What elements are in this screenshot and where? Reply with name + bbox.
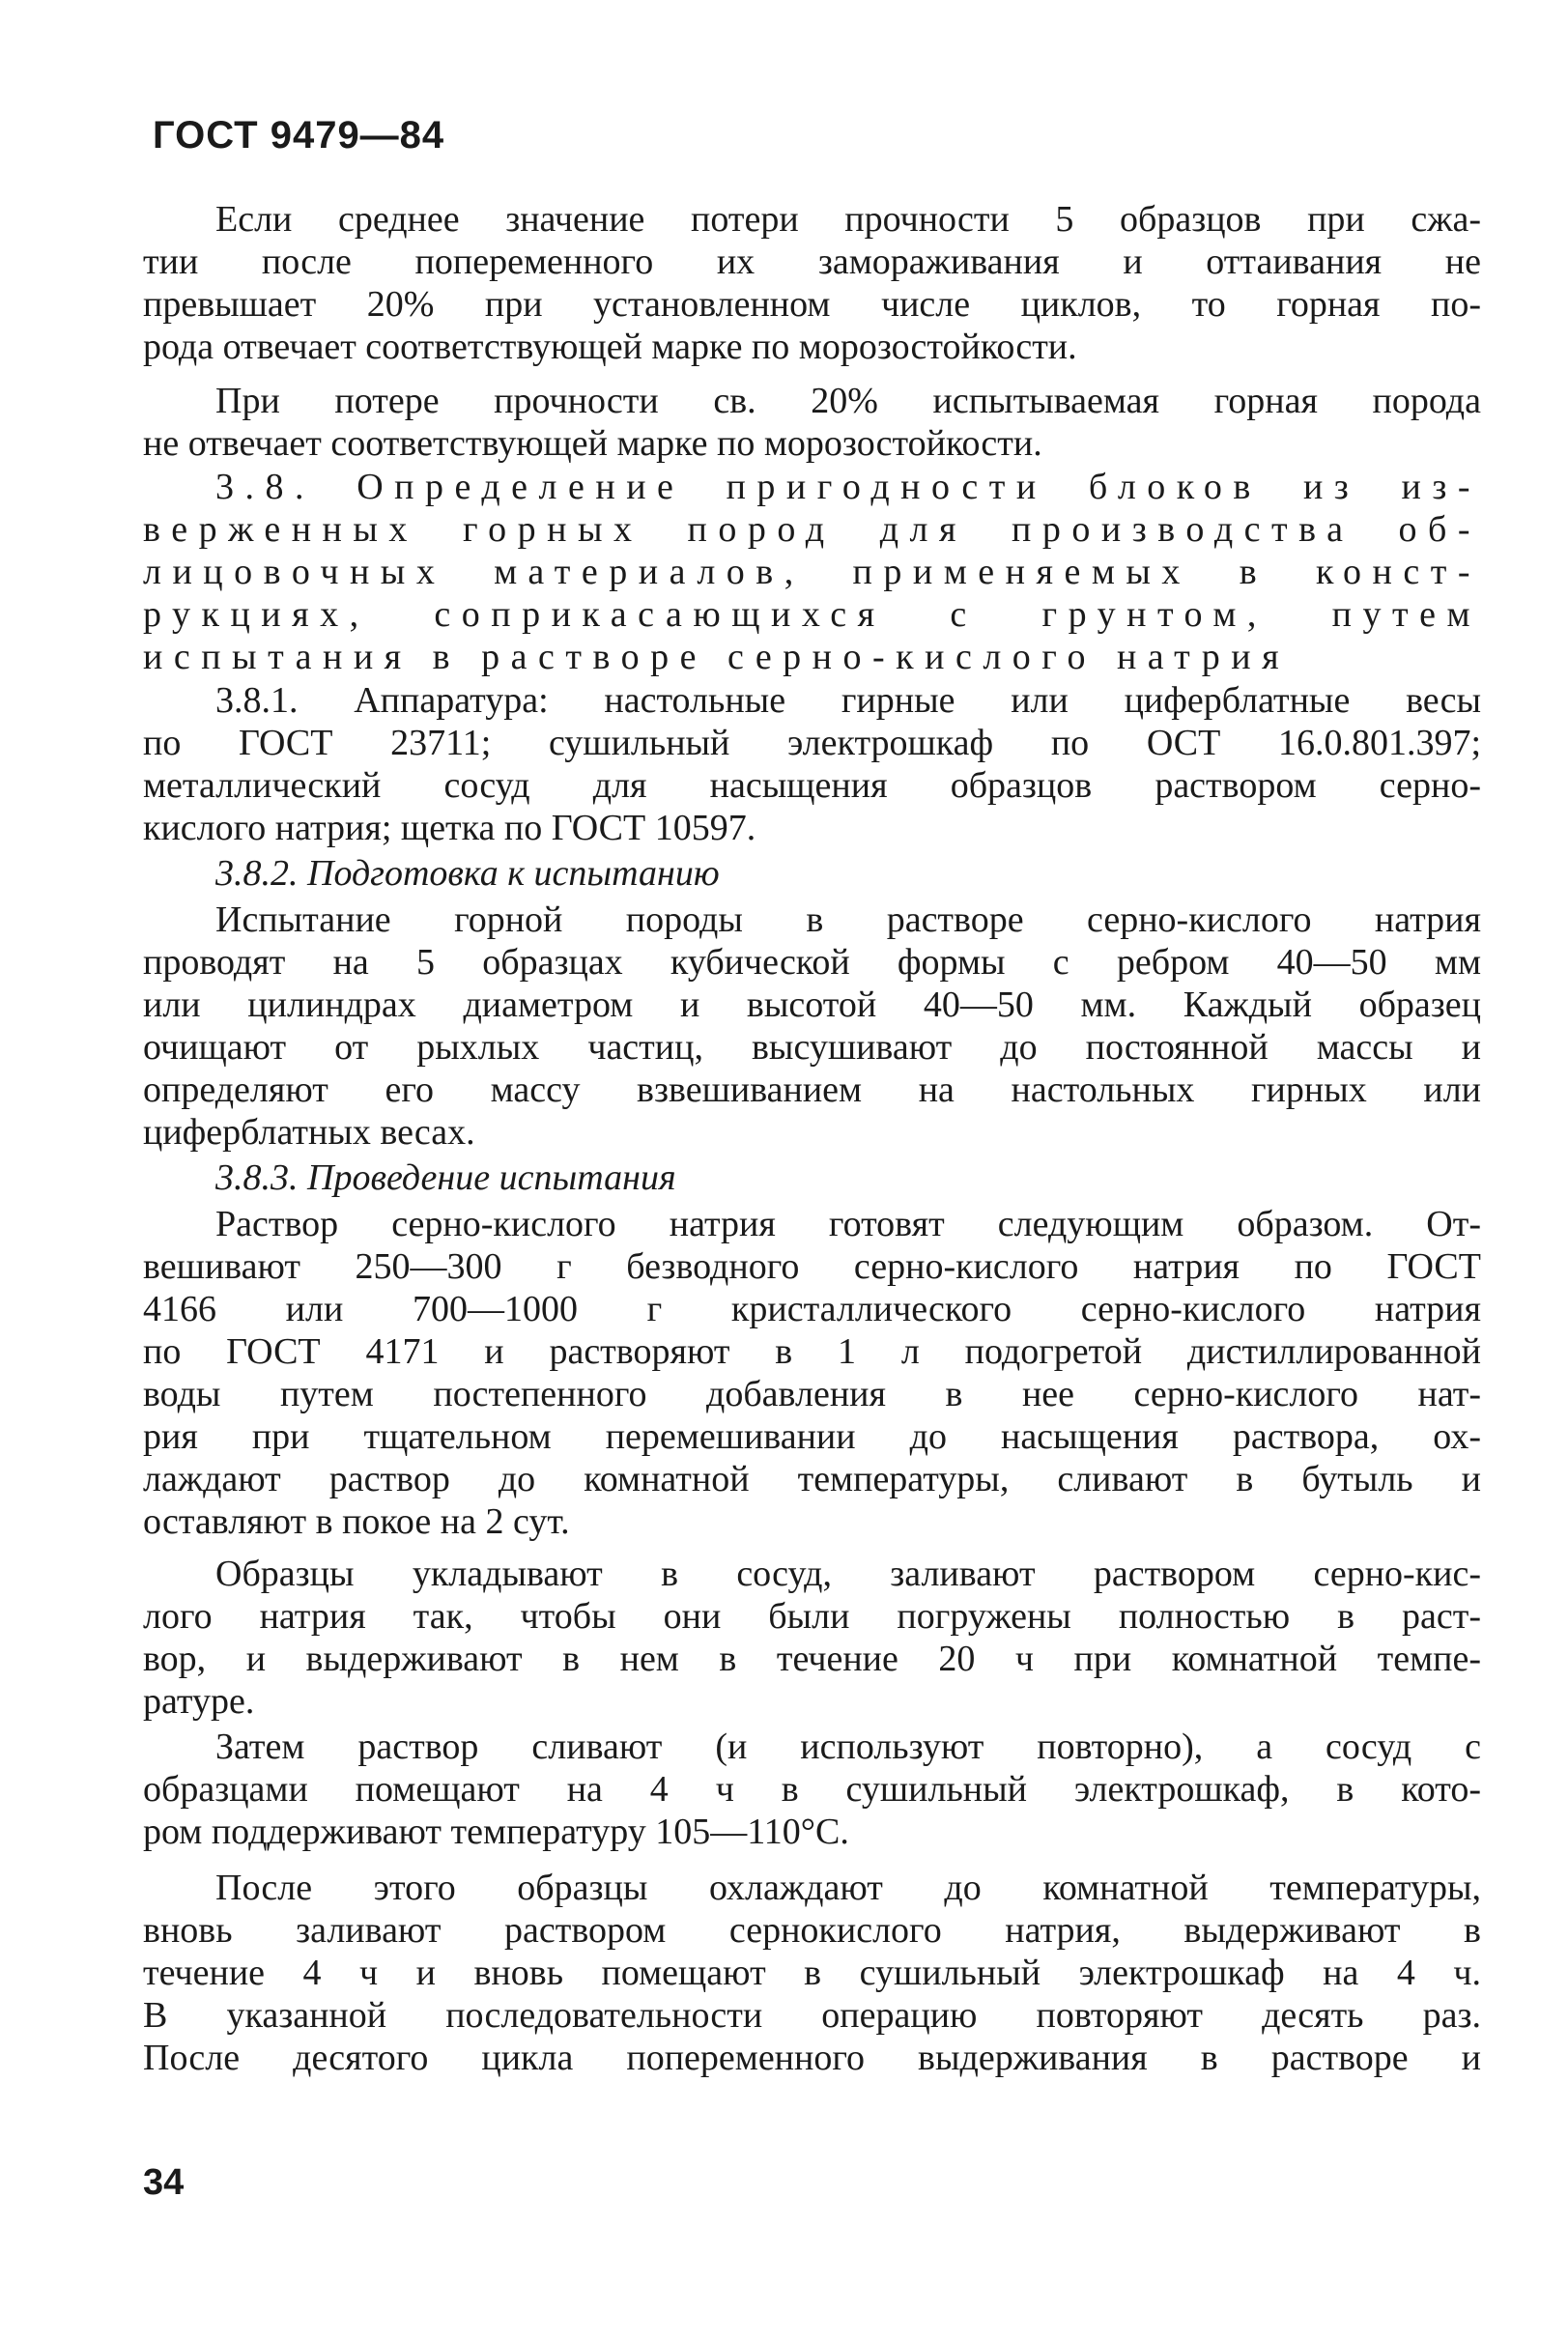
text-line: Раствор серно-кислого натрия готовят следующим образом. От- [215, 1204, 1481, 1244]
text-line: ром поддерживают температуру 105—110°С. [143, 1812, 849, 1852]
text-line: не отвечает соответствующей марке по морозостойкости. [143, 423, 1042, 464]
text-line: вор, и выдерживают в нем в течение 20 ч при комнатной темпе- [143, 1639, 1481, 1679]
text-line: рода отвечает соответствующей марке по морозостойкости. [143, 327, 1077, 367]
subsection-heading: 3.8.2. Подготовка к испытанию [215, 853, 720, 894]
text-line: образцами помещают на 4 ч в сушильный электрошкаф, в кото- [143, 1769, 1481, 1810]
page-header: ГОСТ 9479—84 [153, 114, 445, 157]
text-line: оставляют в покое на 2 сут. [143, 1501, 570, 1542]
text-line: или цилиндрах диаметром и высотой 40—50 мм. Каждый образец [143, 985, 1481, 1025]
text-line: Затем раствор сливают (и используют повторно), а сосуд с [215, 1726, 1481, 1767]
text-line: определяют его массу взвешиванием на настольных гирных или [143, 1070, 1481, 1110]
text-line: Образцы укладывают в сосуд, заливают раствором серно-кис- [215, 1554, 1481, 1594]
text-line: После десятого цикла попеременного выдерживания в растворе и [143, 2038, 1481, 2078]
text-line: После этого образцы охлаждают до комнатной температуры, [215, 1868, 1481, 1908]
section-heading-line: лицовочных материалов, применяемых в конст- [143, 552, 1481, 592]
text-line: Если среднее значение потери прочности 5 образцов при сжа- [215, 199, 1481, 240]
text-line: При потере прочности св. 20% испытываемая горная порода [215, 381, 1481, 421]
section-heading-line: рукциях, соприкасающихся с грунтом, путем [143, 594, 1481, 635]
text-line: превышает 20% при установленном числе циклов, то горная по- [143, 284, 1481, 325]
text-line: по ГОСТ 4171 и растворяют в 1 л подогретой дистиллированной [143, 1331, 1481, 1372]
section-heading-line: верженных горных пород для производства об- [143, 509, 1481, 550]
text-line: циферблатных весах. [143, 1112, 475, 1153]
text-line: лого натрия так, чтобы они были погружены полностью в раст- [143, 1596, 1481, 1637]
text-line: очищают от рыхлых частиц, высушивают до постоянной массы и [143, 1027, 1481, 1068]
section-heading-line: 3.8. Определение пригодности блоков из из- [215, 467, 1481, 507]
text-line: ратуре. [143, 1681, 255, 1722]
text-line: В указанной последовательности операцию повторяют десять раз. [143, 1995, 1481, 2036]
text-line: проводят на 5 образцах кубической формы с ребром 40—50 мм [143, 942, 1481, 983]
text-line: вновь заливают раствором сернокислого натрия, выдерживают в [143, 1910, 1481, 1951]
text-line: 3.8.1. Аппаратура: настольные гирные или циферблатные весы [215, 680, 1481, 721]
section-heading-line: испытания в растворе серно-кислого натрия [143, 637, 1291, 677]
text-line: лаждают раствор до комнатной температуры, сливают в бутыль и [143, 1459, 1481, 1499]
text-line: по ГОСТ 23711; сушильный электрошкаф по ОСТ 16.0.801.397; [143, 723, 1481, 763]
text-line: металлический сосуд для насыщения образцов раствором серно- [143, 765, 1481, 806]
text-line: течение 4 ч и вновь помещают в сушильный электрошкаф на 4 ч. [143, 1953, 1481, 1993]
text-line: Испытание горной породы в растворе серно-кислого натрия [215, 899, 1481, 940]
text-line: кислого натрия; щетка по ГОСТ 10597. [143, 808, 756, 848]
text-line: вешивают 250—300 г безводного серно-кислого натрия по ГОСТ [143, 1246, 1481, 1287]
text-line: рия при тщательном перемешивании до насыщения раствора, ох- [143, 1416, 1481, 1457]
page-number: 34 [143, 2162, 185, 2203]
text-line: тии после попеременного их замораживания и оттаивания не [143, 242, 1481, 282]
subsection-heading: 3.8.3. Проведение испытания [215, 1157, 676, 1198]
text-line: 4166 или 700—1000 г кристаллического серно-кислого натрия [143, 1289, 1481, 1329]
text-line: воды путем постепенного добавления в нее серно-кислого нат- [143, 1374, 1481, 1414]
